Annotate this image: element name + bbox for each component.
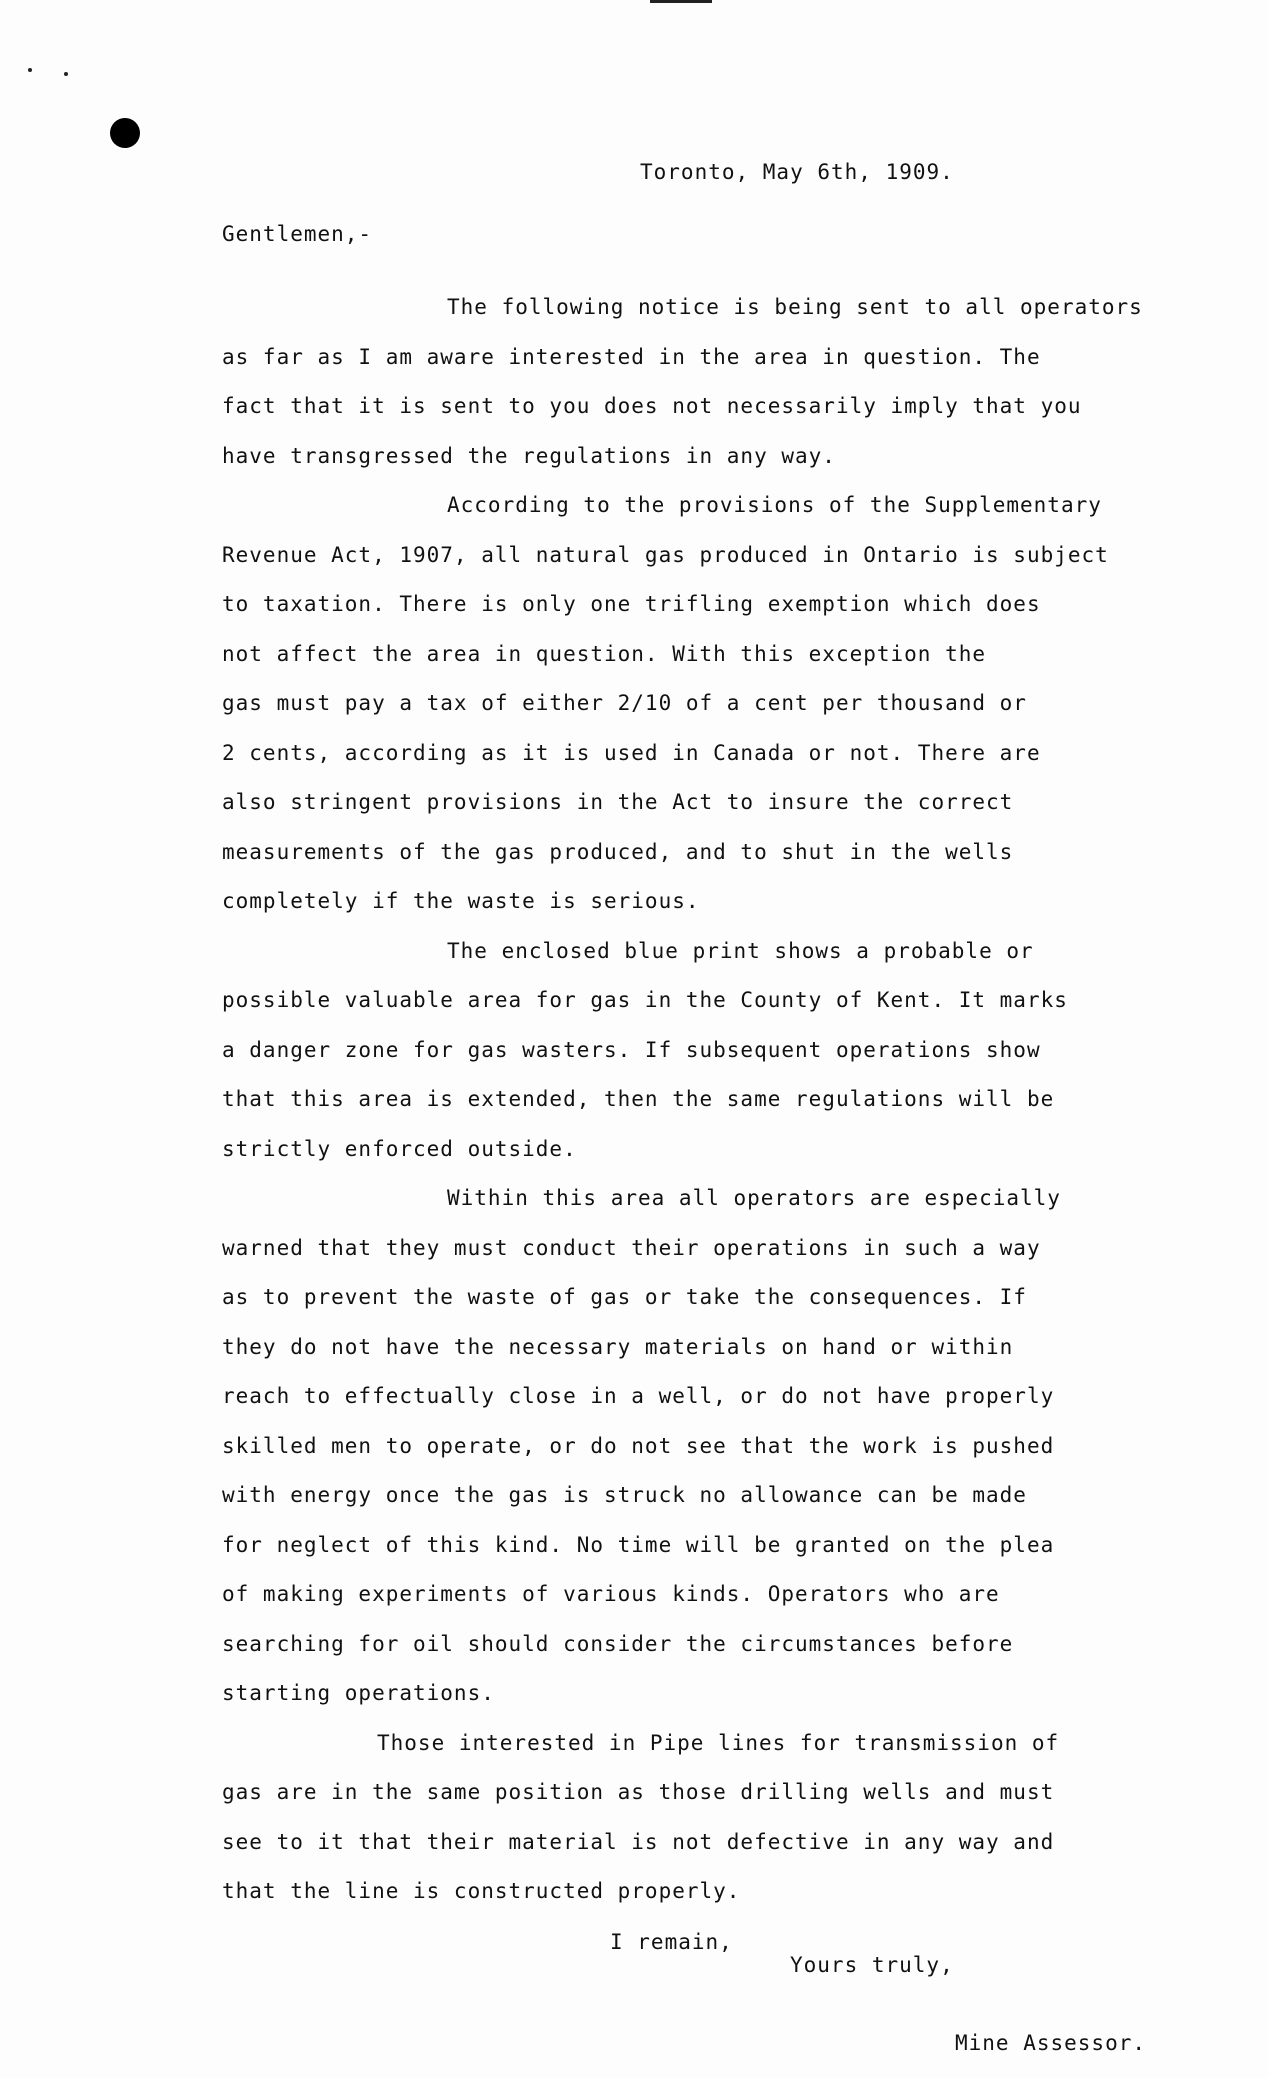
body-line: starting operations. — [222, 1681, 495, 1705]
body-line: that this area is extended, then the same regulations will be — [222, 1087, 1055, 1111]
body-line: The following notice is being sent to all operators — [447, 295, 1143, 319]
body-line: to taxation. There is only one trifling exemption which does — [222, 592, 1041, 616]
body-line: as to prevent the waste of gas or take the consequences. If — [222, 1285, 1027, 1309]
body-line: Those interested in Pipe lines for transmission of — [377, 1730, 1060, 1755]
body-line: reach to effectually close in a well, or do not have properly — [222, 1384, 1055, 1408]
body-line: gas must pay a tax of either 2/10 of a cent per thousand or — [222, 691, 1027, 715]
body-line: measurements of the gas produced, and to shut in the wells — [222, 839, 1014, 864]
letter-date: Toronto, May 6th, 1909. — [640, 160, 954, 184]
body-line: have transgressed the regulations in any way. — [222, 443, 836, 468]
body-line: see to it that their material is not defective in any way and — [222, 1829, 1055, 1854]
body-line: Within this area all operators are especially — [447, 1186, 1061, 1210]
body-line: completely if the waste is serious. — [222, 889, 700, 913]
body-line: possible valuable area for gas in the County of Kent. It marks — [222, 988, 1068, 1012]
body-line: The enclosed blue print shows a probable or — [447, 938, 1034, 963]
body-line: 2 cents, according as it is used in Canada or not. There are — [222, 740, 1041, 765]
body-line: warned that they must conduct their operations in such a way — [222, 1235, 1041, 1260]
top-edge-mark — [650, 0, 712, 3]
body-line: Revenue Act, 1907, all natural gas produced in Ontario is subject — [222, 542, 1109, 567]
body-line: strictly enforced outside. — [222, 1136, 577, 1161]
body-line: skilled men to operate, or do not see that the work is pushed — [222, 1433, 1055, 1458]
body-line: with energy once the gas is struck no allowance can be made — [222, 1483, 1027, 1507]
closing-yours-truly: Yours truly, — [790, 1953, 954, 1977]
signature-title: Mine Assessor. — [955, 2031, 1147, 2055]
letter-salutation: Gentlemen,- — [222, 222, 373, 246]
scan-speck — [64, 72, 68, 76]
body-line: for neglect of this kind. No time will be granted on the plea — [222, 1532, 1055, 1557]
body-line: a danger zone for gas wasters. If subsequent operations show — [222, 1037, 1041, 1062]
closing-remain: I remain, — [610, 1930, 733, 1954]
body-line: gas are in the same position as those drilling wells and must — [222, 1780, 1055, 1804]
hole-punch-mark — [110, 118, 140, 148]
body-line: they do not have the necessary materials on hand or within — [222, 1334, 1014, 1359]
body-line: fact that it is sent to you does not necessarily imply that you — [222, 394, 1082, 418]
scan-speck — [28, 68, 32, 72]
letter-body — [222, 283, 1222, 1917]
body-line: searching for oil should consider the circumstances before — [222, 1631, 1014, 1656]
body-line: of making experiments of various kinds. Operators who are — [222, 1582, 1000, 1606]
body-line: not affect the area in question. With this exception the — [222, 641, 987, 666]
body-line: According to the provisions of the Supplementary — [447, 493, 1102, 517]
body-line: also stringent provisions in the Act to insure the correct — [222, 790, 1014, 814]
body-line: as far as I am aware interested in the area in question. The — [222, 344, 1041, 369]
body-line: that the line is constructed properly. — [222, 1879, 741, 1903]
